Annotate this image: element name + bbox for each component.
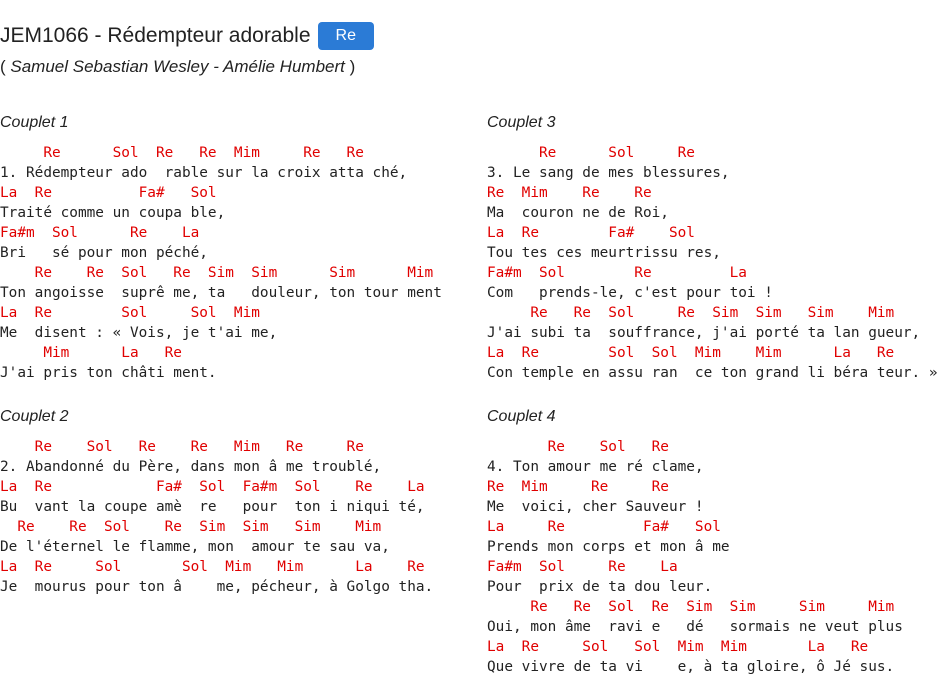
lyric-line: Me disent : « Vois, je t'ai me, bbox=[0, 325, 278, 341]
lyric-line: De l'éternel le flamme, mon amour te sau va, bbox=[0, 539, 390, 555]
lyric-line: Oui, mon âme ravi e dé sormais ne veut plus bbox=[487, 619, 903, 635]
chord-line: Mim La Re bbox=[0, 345, 182, 361]
authors-close-paren: ) bbox=[344, 57, 356, 76]
lyric-line: J'ai pris ton châti ment. bbox=[0, 365, 217, 381]
chord-line: Re Sol Re Re Mim Re Re bbox=[0, 145, 364, 161]
chord-line: Re Mim Re Re bbox=[487, 479, 669, 495]
chord-line: Re Re Sol Re Sim Sim Sim Mim bbox=[487, 305, 895, 321]
lyric-line: 1. Rédempteur ado rable sur la croix atta ché, bbox=[0, 165, 408, 181]
chord-line: La Re Fa# Sol Fa#m Sol Re La bbox=[0, 479, 425, 495]
chord-line: La Re Fa# Sol bbox=[487, 519, 721, 535]
lyric-line: 4. Ton amour me ré clame, bbox=[487, 459, 704, 475]
chord-line: Fa#m Sol Re La bbox=[0, 225, 200, 241]
verse-title: Couplet 4 bbox=[487, 408, 556, 425]
chord-line: La Re Fa# Sol bbox=[0, 185, 217, 201]
verse-couplet-3 bbox=[487, 113, 938, 383]
chord-line: La Re Sol Sol Mim Mim La Re bbox=[487, 639, 869, 655]
chord-line: La Re Sol Sol Mim Mim La Re bbox=[0, 559, 425, 575]
verse-title: Couplet 1 bbox=[0, 114, 69, 131]
verse-couplet-4 bbox=[487, 407, 903, 677]
lyric-line: Prends mon corps et mon â me bbox=[487, 539, 730, 555]
lyric-line: Ton angoisse suprê me, ta douleur, ton tour ment bbox=[0, 285, 442, 301]
chord-line: Re Sol Re Re Mim Re Re bbox=[0, 439, 364, 455]
chord-line: Re Re Sol Re Sim Sim Sim Mim bbox=[487, 599, 895, 615]
verse-lines bbox=[0, 143, 442, 383]
lyric-line: Con temple en assu ran ce ton grand li béra teur. » bbox=[487, 365, 938, 381]
verse-lines bbox=[487, 143, 938, 383]
lyric-line: Que vivre de ta vi e, à ta gloire, ô Jé sus. bbox=[487, 659, 895, 675]
verse-title: Couplet 2 bbox=[0, 408, 69, 425]
lyric-line: Bri sé pour mon péché, bbox=[0, 245, 208, 261]
song-authors bbox=[0, 57, 374, 77]
chord-line: La Re Sol Sol Mim Mim La Re bbox=[487, 345, 895, 361]
song-title: JEM1066 - Rédempteur adorable bbox=[0, 24, 311, 47]
chord-line: Re Re Sol Re Sim Sim Sim Mim bbox=[0, 519, 382, 535]
lyric-line: Je mourus pour ton â me, pécheur, à Golgo tha. bbox=[0, 579, 434, 595]
lyric-line: Com prends-le, c'est pour toi ! bbox=[487, 285, 773, 301]
lyric-line: Tou tes ces meurtrissu res, bbox=[487, 245, 721, 261]
chord-line: La Re Sol Sol Mim bbox=[0, 305, 260, 321]
chord-line: Re Mim Re Re bbox=[487, 185, 652, 201]
verse-couplet-2 bbox=[0, 407, 433, 597]
song-header bbox=[0, 20, 374, 77]
lyric-line: Pour prix de ta dou leur. bbox=[487, 579, 713, 595]
chord-line: Re Sol Re bbox=[487, 439, 669, 455]
lyric-line: Bu vant la coupe amè re pour ton i niqui té, bbox=[0, 499, 425, 515]
chord-line: Re Re Sol Re Sim Sim Sim Mim bbox=[0, 265, 434, 281]
verse-lines bbox=[487, 437, 903, 677]
authors-open-paren: ( bbox=[0, 57, 11, 76]
lyric-line: 2. Abandonné du Père, dans mon â me troublé, bbox=[0, 459, 382, 475]
lyric-line: 3. Le sang de mes blessures, bbox=[487, 165, 730, 181]
lyric-line: Traité comme un coupa ble, bbox=[0, 205, 226, 221]
lyric-line: Ma couron ne de Roi, bbox=[487, 205, 669, 221]
authors-names: Samuel Sebastian Wesley - Amélie Humbert bbox=[10, 57, 345, 76]
chord-line: Fa#m Sol Re La bbox=[487, 265, 747, 281]
lyric-line: J'ai subi ta souffrance, j'ai porté ta lan gueur, bbox=[487, 325, 921, 341]
chord-line: Re Sol Re bbox=[487, 145, 695, 161]
chord-line: Fa#m Sol Re La bbox=[487, 559, 678, 575]
chord-line: La Re Fa# Sol bbox=[487, 225, 695, 241]
verse-title: Couplet 3 bbox=[487, 114, 556, 131]
verse-lines bbox=[0, 437, 433, 597]
title-row bbox=[0, 20, 374, 52]
lyric-line: Me voici, cher Sauveur ! bbox=[487, 499, 704, 515]
verse-couplet-1 bbox=[0, 113, 442, 383]
key-badge-button[interactable]: Re bbox=[318, 22, 374, 50]
